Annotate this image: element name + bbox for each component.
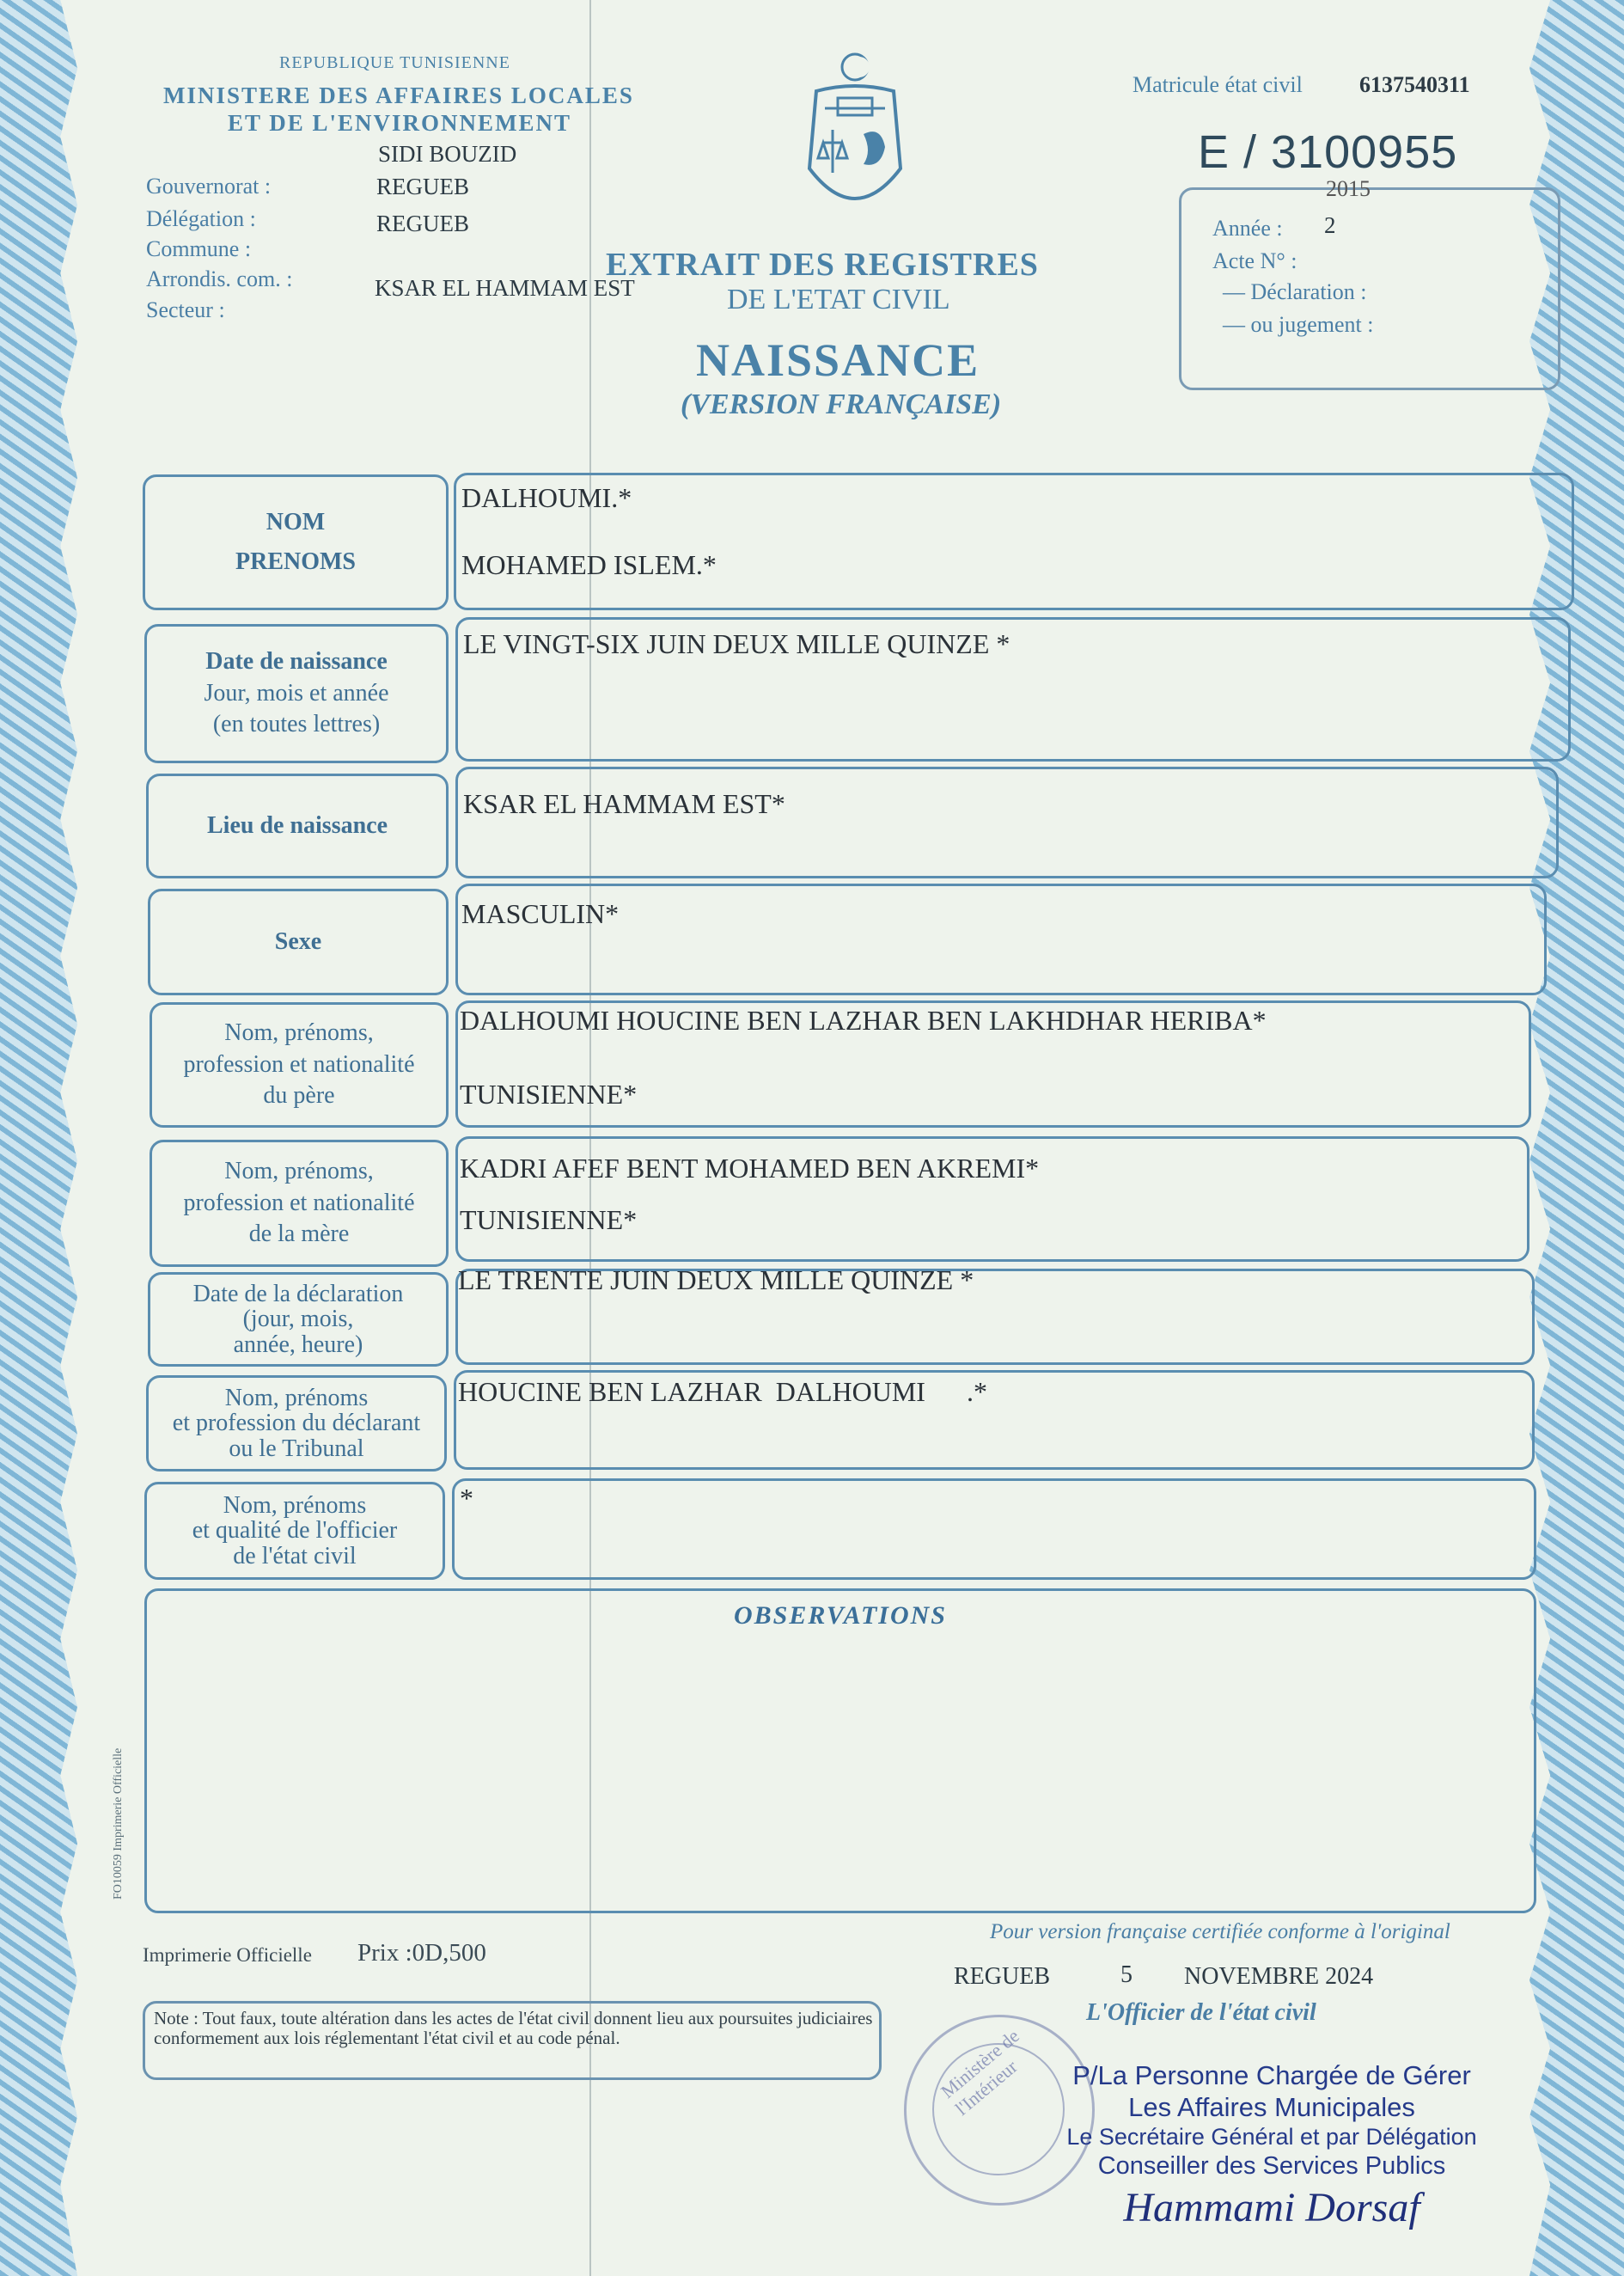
officer-title: L'Officier de l'état civil	[1086, 1999, 1316, 2026]
place-value: REGUEB	[954, 1963, 1050, 1990]
republic-label: REPUBLIQUE TUNISIENNE	[279, 53, 510, 72]
value-pere-nom: DALHOUMI HOUCINE BEN LAZHAR BEN LAKHDHAR HERIBA*	[460, 1005, 1267, 1036]
value-lieu-naissance: KSAR EL HAMMAM EST*	[463, 788, 785, 819]
stamp-text: Ministère de l'Intérieur	[937, 2024, 1023, 2120]
gouvernorat-value: REGUEB	[376, 174, 469, 199]
serial-number: E / 3100955	[1198, 126, 1458, 178]
label-date-declaration-line1: Date de la déclaration	[192, 1280, 404, 1307]
legal-note-text: Note : Tout faux, toute altération dans les actes de l'état civil donnent lieu aux poursuites judiciaires conformement aux lois réglementant l'état civil et au code pénal.	[154, 2008, 873, 2049]
annee-year: 2015	[1326, 176, 1371, 201]
title-version: (VERSION FRANÇAISE)	[681, 389, 1002, 420]
value-officier: *	[460, 1483, 473, 1514]
label-date-declaration-line3: année, heure)	[233, 1331, 363, 1358]
label-date-naissance-title: Date de naissance	[205, 648, 388, 676]
label-officier-line3: de l'état civil	[233, 1542, 357, 1569]
value-nom: DALHOUMI.*	[461, 482, 632, 513]
signature-name: Hammami Dorsaf	[1123, 2184, 1420, 2230]
label-nom: NOM	[266, 508, 326, 535]
label-officier-line2: et qualité de l'officier	[192, 1517, 398, 1545]
title-extrait: EXTRAIT DES REGISTRES	[606, 247, 1039, 283]
label-lieu-naissance-text: Lieu de naissance	[206, 811, 388, 839]
imprimerie-label: Imprimerie Officielle	[143, 1944, 312, 1966]
title-etat-civil: DE L'ETAT CIVIL	[727, 284, 950, 315]
declaration-label: — Déclaration :	[1223, 279, 1367, 304]
label-mere-line2: profession et nationalité	[183, 1189, 415, 1216]
value-mere-nom: KADRI AFEF BENT MOHAMED BEN AKREMI*	[460, 1153, 1040, 1184]
annee-value: 2	[1324, 212, 1336, 238]
label-pere-line3: du père	[263, 1082, 335, 1110]
field-date-naissance	[455, 617, 1571, 762]
label-pere	[150, 1002, 449, 1128]
label-date-naissance-sub2: (en toutes lettres)	[212, 711, 381, 738]
acte-number-label: Acte N° :	[1212, 248, 1297, 273]
value-prenoms: MOHAMED ISLEM.*	[461, 549, 717, 580]
ministry-line1: MINISTERE DES AFFAIRES LOCALES	[163, 83, 634, 108]
title-naissance: NAISSANCE	[696, 334, 980, 386]
matricule-value: 6137540311	[1359, 72, 1470, 97]
value-date-naissance: LE VINGT-SIX JUIN DEUX MILLE QUINZE *	[463, 628, 1010, 659]
left-guilloche-border	[0, 0, 77, 2276]
label-date-naissance	[144, 624, 449, 763]
delegation-label: Délégation :	[146, 206, 256, 231]
value-date-declaration: LE TRENTE JUIN DEUX MILLE QUINZE *	[458, 1264, 974, 1295]
label-date-declaration-line2: (jour, mois,	[242, 1306, 354, 1333]
annee-label: Année :	[1212, 216, 1283, 241]
arrondis-label: Arrondis. com. :	[146, 266, 293, 291]
label-pere-line2: profession et nationalité	[183, 1050, 415, 1078]
label-date-naissance-sub1: Jour, mois et année	[204, 679, 389, 707]
signature-line1: P/La Personne Chargée de Gérer	[1072, 2060, 1471, 2090]
label-mere-line3: de la mère	[248, 1221, 350, 1248]
value-mere-nationalite: TUNISIENNE*	[460, 1204, 638, 1235]
secteur-label: Secteur :	[146, 297, 225, 322]
certified-text: Pour version française certifiée conforme à l'original	[990, 1920, 1450, 1943]
signature-line3: Le Secrétaire Général et par Délégation	[1066, 2124, 1477, 2151]
field-lieu-naissance	[455, 767, 1559, 878]
commune-label: Commune :	[146, 236, 252, 261]
delegation-value: REGUEB	[376, 211, 469, 236]
field-declarant	[454, 1370, 1535, 1470]
label-pere-line1: Nom, prénoms,	[224, 1019, 374, 1047]
day-value: 5	[1120, 1961, 1133, 1988]
tunisia-coat-of-arms-icon	[791, 48, 919, 229]
label-sexe-text: Sexe	[274, 927, 322, 955]
prix-label: Prix :0D,500	[357, 1939, 486, 1967]
label-mere-line1: Nom, prénoms,	[224, 1158, 374, 1185]
gouvernorat-region: SIDI BOUZID	[378, 141, 517, 167]
value-pere-nationalite: TUNISIENNE*	[460, 1079, 638, 1110]
label-officier-line1: Nom, prénoms	[223, 1491, 367, 1519]
observations-title: OBSERVATIONS	[734, 1601, 947, 1630]
signature-line2: Les Affaires Municipales	[1128, 2092, 1415, 2123]
label-lieu-naissance	[146, 774, 449, 878]
label-sexe	[148, 889, 449, 995]
field-nom-prenoms	[454, 473, 1574, 610]
arrondis-value: KSAR EL HAMMAM EST	[375, 275, 635, 301]
label-officier	[144, 1482, 445, 1580]
label-declarant-line3: ou le Tribunal	[229, 1435, 364, 1462]
signature-line4: Conseiller des Services Publics	[1097, 2151, 1446, 2180]
observations-box	[144, 1588, 1536, 1913]
matricule-label: Matricule état civil	[1133, 72, 1303, 97]
signature-block	[1048, 2059, 1495, 2232]
value-sexe: MASCULIN*	[461, 898, 620, 929]
field-date-declaration	[455, 1264, 1535, 1365]
field-officier	[452, 1478, 1536, 1580]
label-prenoms: PRENOMS	[235, 548, 356, 575]
side-print-code: FO10059 Imprimerie Officielle	[112, 1747, 125, 1900]
ministry-line2: ET DE L'ENVIRONNEMENT	[228, 110, 572, 136]
field-mere	[455, 1136, 1529, 1262]
month-year-value: NOVEMBRE 2024	[1184, 1963, 1374, 1990]
acte-info-box	[1179, 176, 1560, 390]
label-declarant-line1: Nom, prénoms	[224, 1384, 369, 1411]
legal-note-box	[143, 2001, 882, 2080]
field-sexe	[455, 884, 1547, 995]
gouvernorat-label: Gouvernorat :	[146, 174, 272, 199]
label-declarant-line2: et profession du déclarant	[172, 1410, 421, 1437]
value-declarant: HOUCINE BEN LAZHAR DALHOUMI .*	[458, 1376, 987, 1407]
label-nom-prenoms	[143, 474, 449, 610]
field-pere	[455, 1000, 1531, 1128]
label-declarant	[146, 1375, 447, 1471]
label-date-declaration	[148, 1272, 449, 1367]
jugement-label: — ou jugement :	[1223, 312, 1374, 337]
label-mere	[150, 1140, 449, 1267]
